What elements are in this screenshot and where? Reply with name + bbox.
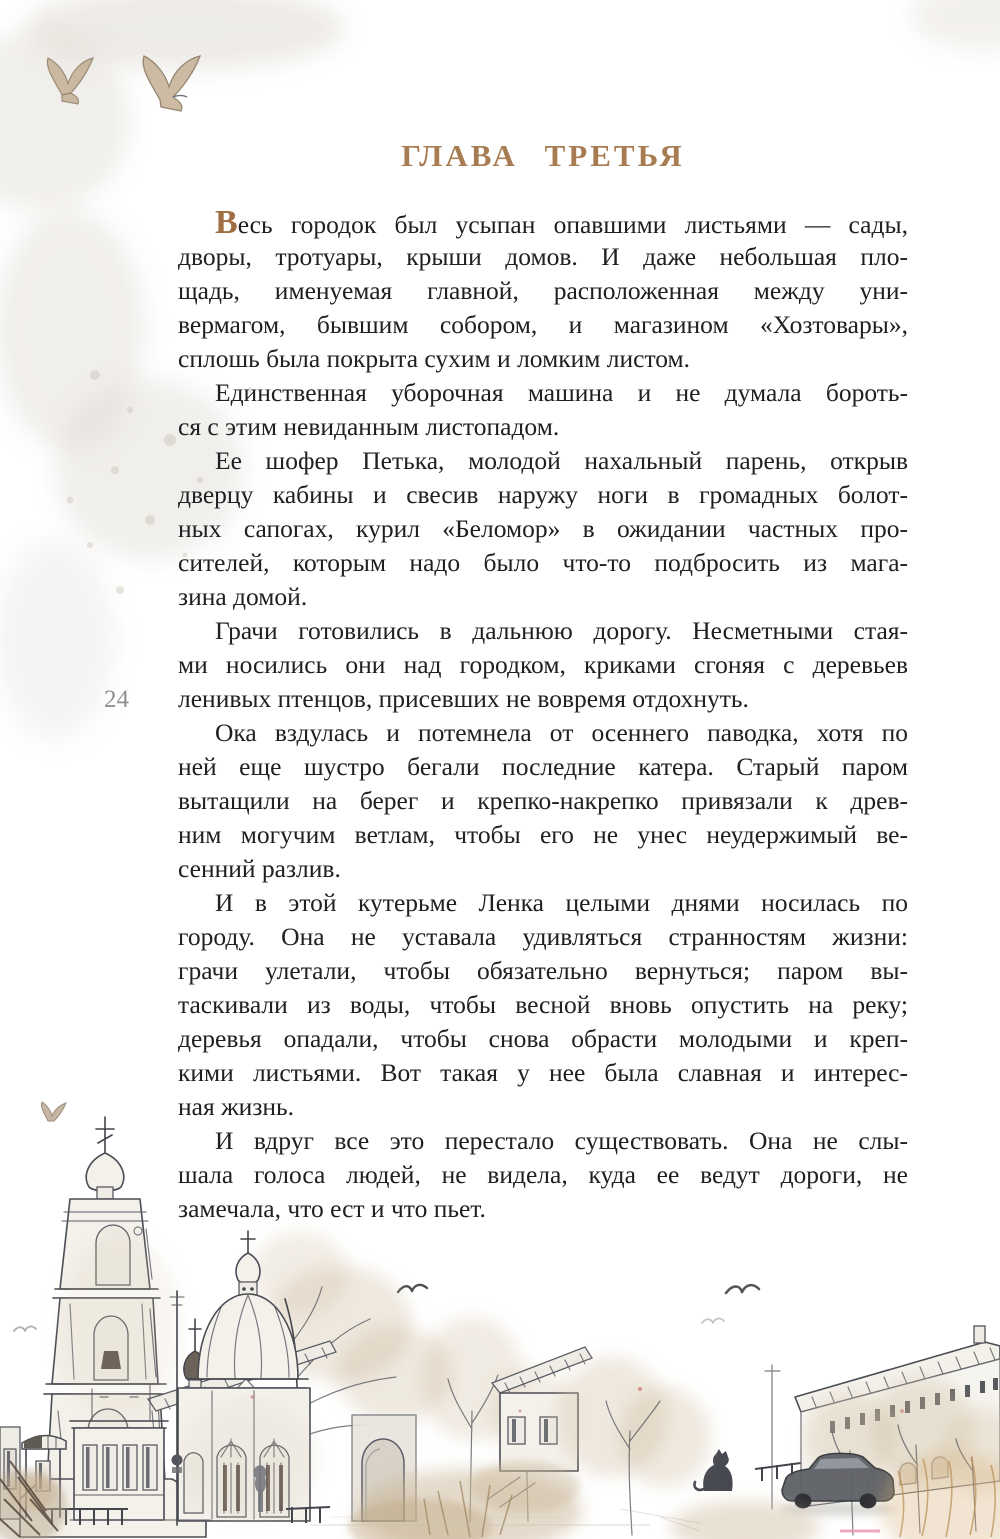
drop-cap: В	[215, 204, 238, 241]
text-line: сителей, которым надо было что-то подбросить из мага-	[178, 548, 908, 577]
bush	[348, 1469, 820, 1539]
tree	[420, 1317, 574, 1521]
text-line: ней еще шустро бегали последние катера. Старый паром	[178, 752, 908, 781]
tree	[806, 1377, 1000, 1535]
left-house-awning	[22, 1435, 66, 1517]
text-line: таскивали из воды, чтобы весной вновь опустить на реку;	[178, 990, 908, 1019]
bird-icon	[41, 1102, 66, 1121]
paragraph	[178, 206, 908, 376]
text-line: грачи улетали, чтобы обязательно вернуться; паром вы-	[178, 956, 908, 985]
person-silhouette	[254, 1465, 267, 1512]
text-line: ленивых птенцов, присевших не вовремя отдохнуть.	[178, 684, 749, 713]
fan-arch-window	[260, 1439, 289, 1517]
hatched-roof-house	[470, 1347, 592, 1513]
tree	[252, 1232, 453, 1521]
text-line: деревья опадали, чтобы снова обрасти молодыми и креп-	[178, 1024, 908, 1053]
text-line: Ока вздулась и потемнела от осеннего паводка, хотя по	[215, 718, 908, 747]
paragraph	[178, 614, 908, 716]
paragraph	[178, 376, 908, 444]
text-line: кими листьями. Вот такая у нее была славная и интерес-	[178, 1058, 908, 1087]
cat-silhouette	[694, 1449, 732, 1491]
text-line: ним могучим ветлам, чтобы его не унес неудержимый ве-	[178, 820, 908, 849]
lamppost	[170, 1291, 184, 1525]
chapter-title: ГЛАВА ТРЕТЬЯ	[401, 138, 685, 173]
paragraphs	[178, 206, 908, 1226]
bird-icon	[143, 56, 200, 111]
text-line: замечала, что ест и что пьет.	[178, 1194, 486, 1223]
dark-bush-left	[0, 1461, 67, 1539]
text-line: сенний разлив.	[178, 854, 341, 883]
tree	[556, 1357, 711, 1535]
road-marks	[310, 1509, 700, 1531]
roof	[148, 1341, 336, 1421]
paragraph	[178, 1124, 908, 1226]
bird-icon	[398, 1285, 427, 1292]
text-line: ная жизнь.	[178, 1092, 295, 1121]
paragraph	[178, 716, 908, 886]
text-line: ных сапогах, курил «Беломор» в ожидании частных про-	[178, 514, 908, 543]
text-line: городу. Она не уставала удивляться странностям жизни:	[178, 922, 908, 951]
right-building	[765, 1326, 1000, 1509]
small-onion-dome	[184, 1319, 206, 1394]
grass	[880, 1451, 1000, 1539]
bird-icon	[47, 58, 93, 104]
left-building	[0, 1385, 210, 1520]
text-line: И вдруг все это перестало существовать. Она не слы-	[215, 1126, 908, 1155]
paragraph	[178, 886, 908, 1124]
car	[780, 1453, 896, 1516]
text-line: вермагом, бывшим собором, и магазином «Хозтовары»,	[178, 310, 908, 339]
text-line: Единственная уборочная машина и не думала бороть-	[215, 378, 908, 407]
text-line: дверцу кабины и свесив наружу ноги в громадных болот-	[178, 480, 908, 509]
bird-icon	[14, 1327, 36, 1331]
text-line: Весь городок был усыпан опавшими листьями — сады,	[215, 204, 908, 241]
bird-icon	[726, 1285, 759, 1293]
text-line: дворы, тротуары, крыши домов. И даже небольшая пло-	[178, 242, 908, 271]
fence	[46, 1461, 816, 1525]
text-line: Грачи готовились в дальнюю дорогу. Несметными стая-	[215, 616, 908, 645]
bird-icon	[702, 1319, 724, 1323]
text-line: И в этой кутерьме Ленка целыми днями носилась по	[215, 888, 908, 917]
text-line: щадь, именуемая главной, расположенная между уни-	[178, 276, 908, 305]
text-line: зина домой.	[178, 582, 308, 611]
text-line: вытащили на берег и крепко-накрепко привязали к древ-	[178, 786, 908, 815]
text-line: сплошь была покрыта сухим и ломким листом.	[178, 344, 691, 373]
cathedral-dome	[178, 1231, 320, 1521]
fan-arch-window	[217, 1439, 246, 1517]
gate-building	[352, 1415, 416, 1521]
text-line: ми носились они над городком, криками сгоняя с деревьев	[178, 650, 908, 679]
color-accents	[250, 1387, 904, 1531]
text-line: ся с этим невиданным листопадом.	[178, 412, 560, 441]
page-number: 24	[104, 686, 129, 713]
paragraph	[178, 444, 908, 614]
text-line: Ее шофер Петька, молодой нахальный парень, открыв	[215, 446, 908, 475]
text-line: шала голоса людей, не видела, куда ее ведут дороги, не	[178, 1160, 908, 1189]
